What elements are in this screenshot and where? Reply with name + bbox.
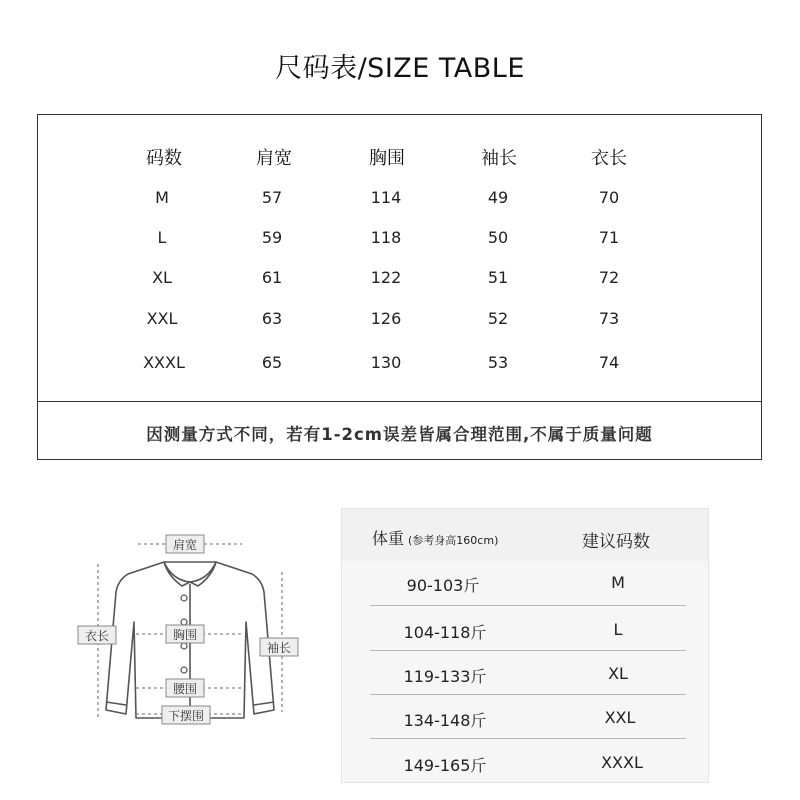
size-cell: XXL — [146, 309, 178, 328]
size-header-shoulder: 肩宽 — [256, 148, 292, 169]
size-cell: M — [155, 188, 169, 207]
length-label: 衣长 — [84, 629, 110, 643]
row-divider — [370, 694, 686, 695]
row-divider — [370, 605, 686, 606]
size-table — [37, 114, 762, 460]
size-cell: XXXL — [143, 353, 185, 372]
size-cell: 70 — [598, 188, 620, 207]
size-cell: 122 — [370, 268, 402, 287]
recommend-size-cell: L — [613, 620, 623, 639]
hem-label: 下摆围 — [167, 709, 205, 723]
size-cell: 73 — [598, 309, 620, 328]
size-cell: 63 — [261, 309, 283, 328]
size-header-recommend: 建议码数 — [582, 532, 650, 552]
weight-cell: 90-103斤 — [406, 576, 480, 595]
weight-cell: 149-165斤 — [403, 756, 487, 775]
size-cell: 61 — [261, 268, 283, 287]
weight-cell: 134-148斤 — [403, 711, 487, 730]
weight-header-note: (参考身高160cm) — [408, 534, 499, 547]
size-cell: 126 — [370, 309, 402, 328]
sleeve-label: 袖长 — [266, 641, 292, 655]
shirt-diagram — [76, 532, 306, 732]
size-cell: 65 — [261, 353, 283, 372]
size-cell: 114 — [370, 188, 402, 207]
page-title: 尺码表/SIZE TABLE — [275, 53, 525, 84]
recommend-size-cell: M — [611, 573, 625, 592]
shoulder-label: 肩宽 — [172, 538, 198, 552]
weight-table — [341, 508, 709, 783]
chest-label: 胸围 — [172, 628, 198, 642]
size-cell: 118 — [370, 228, 402, 247]
size-header-sleeve: 袖长 — [481, 148, 517, 169]
size-cell: 49 — [487, 188, 509, 207]
weight-cell: 104-118斤 — [403, 623, 487, 642]
size-cell: 72 — [598, 268, 620, 287]
waist-label: 腰围 — [172, 682, 198, 696]
weight-cell: 119-133斤 — [403, 667, 487, 686]
size-header-size: 码数 — [146, 148, 182, 169]
size-cell: 71 — [598, 228, 620, 247]
row-divider — [370, 738, 686, 739]
recommend-size-cell: XL — [608, 664, 628, 683]
size-header-length: 衣长 — [591, 148, 627, 169]
size-cell: L — [157, 228, 167, 247]
size-cell: 74 — [598, 353, 620, 372]
measurement-note: 因测量方式不同，若有1-2cm误差皆属合理范围,不属于质量问题 — [146, 425, 653, 444]
size-cell: 130 — [370, 353, 402, 372]
size-cell: 59 — [261, 228, 283, 247]
size-cell: XL — [152, 268, 172, 287]
size-cell: 53 — [487, 353, 509, 372]
size-cell: 51 — [487, 268, 509, 287]
size-cell: 57 — [261, 188, 283, 207]
row-divider — [370, 650, 686, 651]
size-cell: 50 — [487, 228, 509, 247]
recommend-size-cell: XXL — [604, 708, 636, 727]
table-divider — [38, 401, 761, 402]
recommend-size-cell: XXXL — [601, 753, 643, 772]
weight-header-label: 体重 — [372, 529, 405, 548]
size-cell: 52 — [487, 309, 509, 328]
size-header-chest: 胸围 — [369, 148, 405, 169]
